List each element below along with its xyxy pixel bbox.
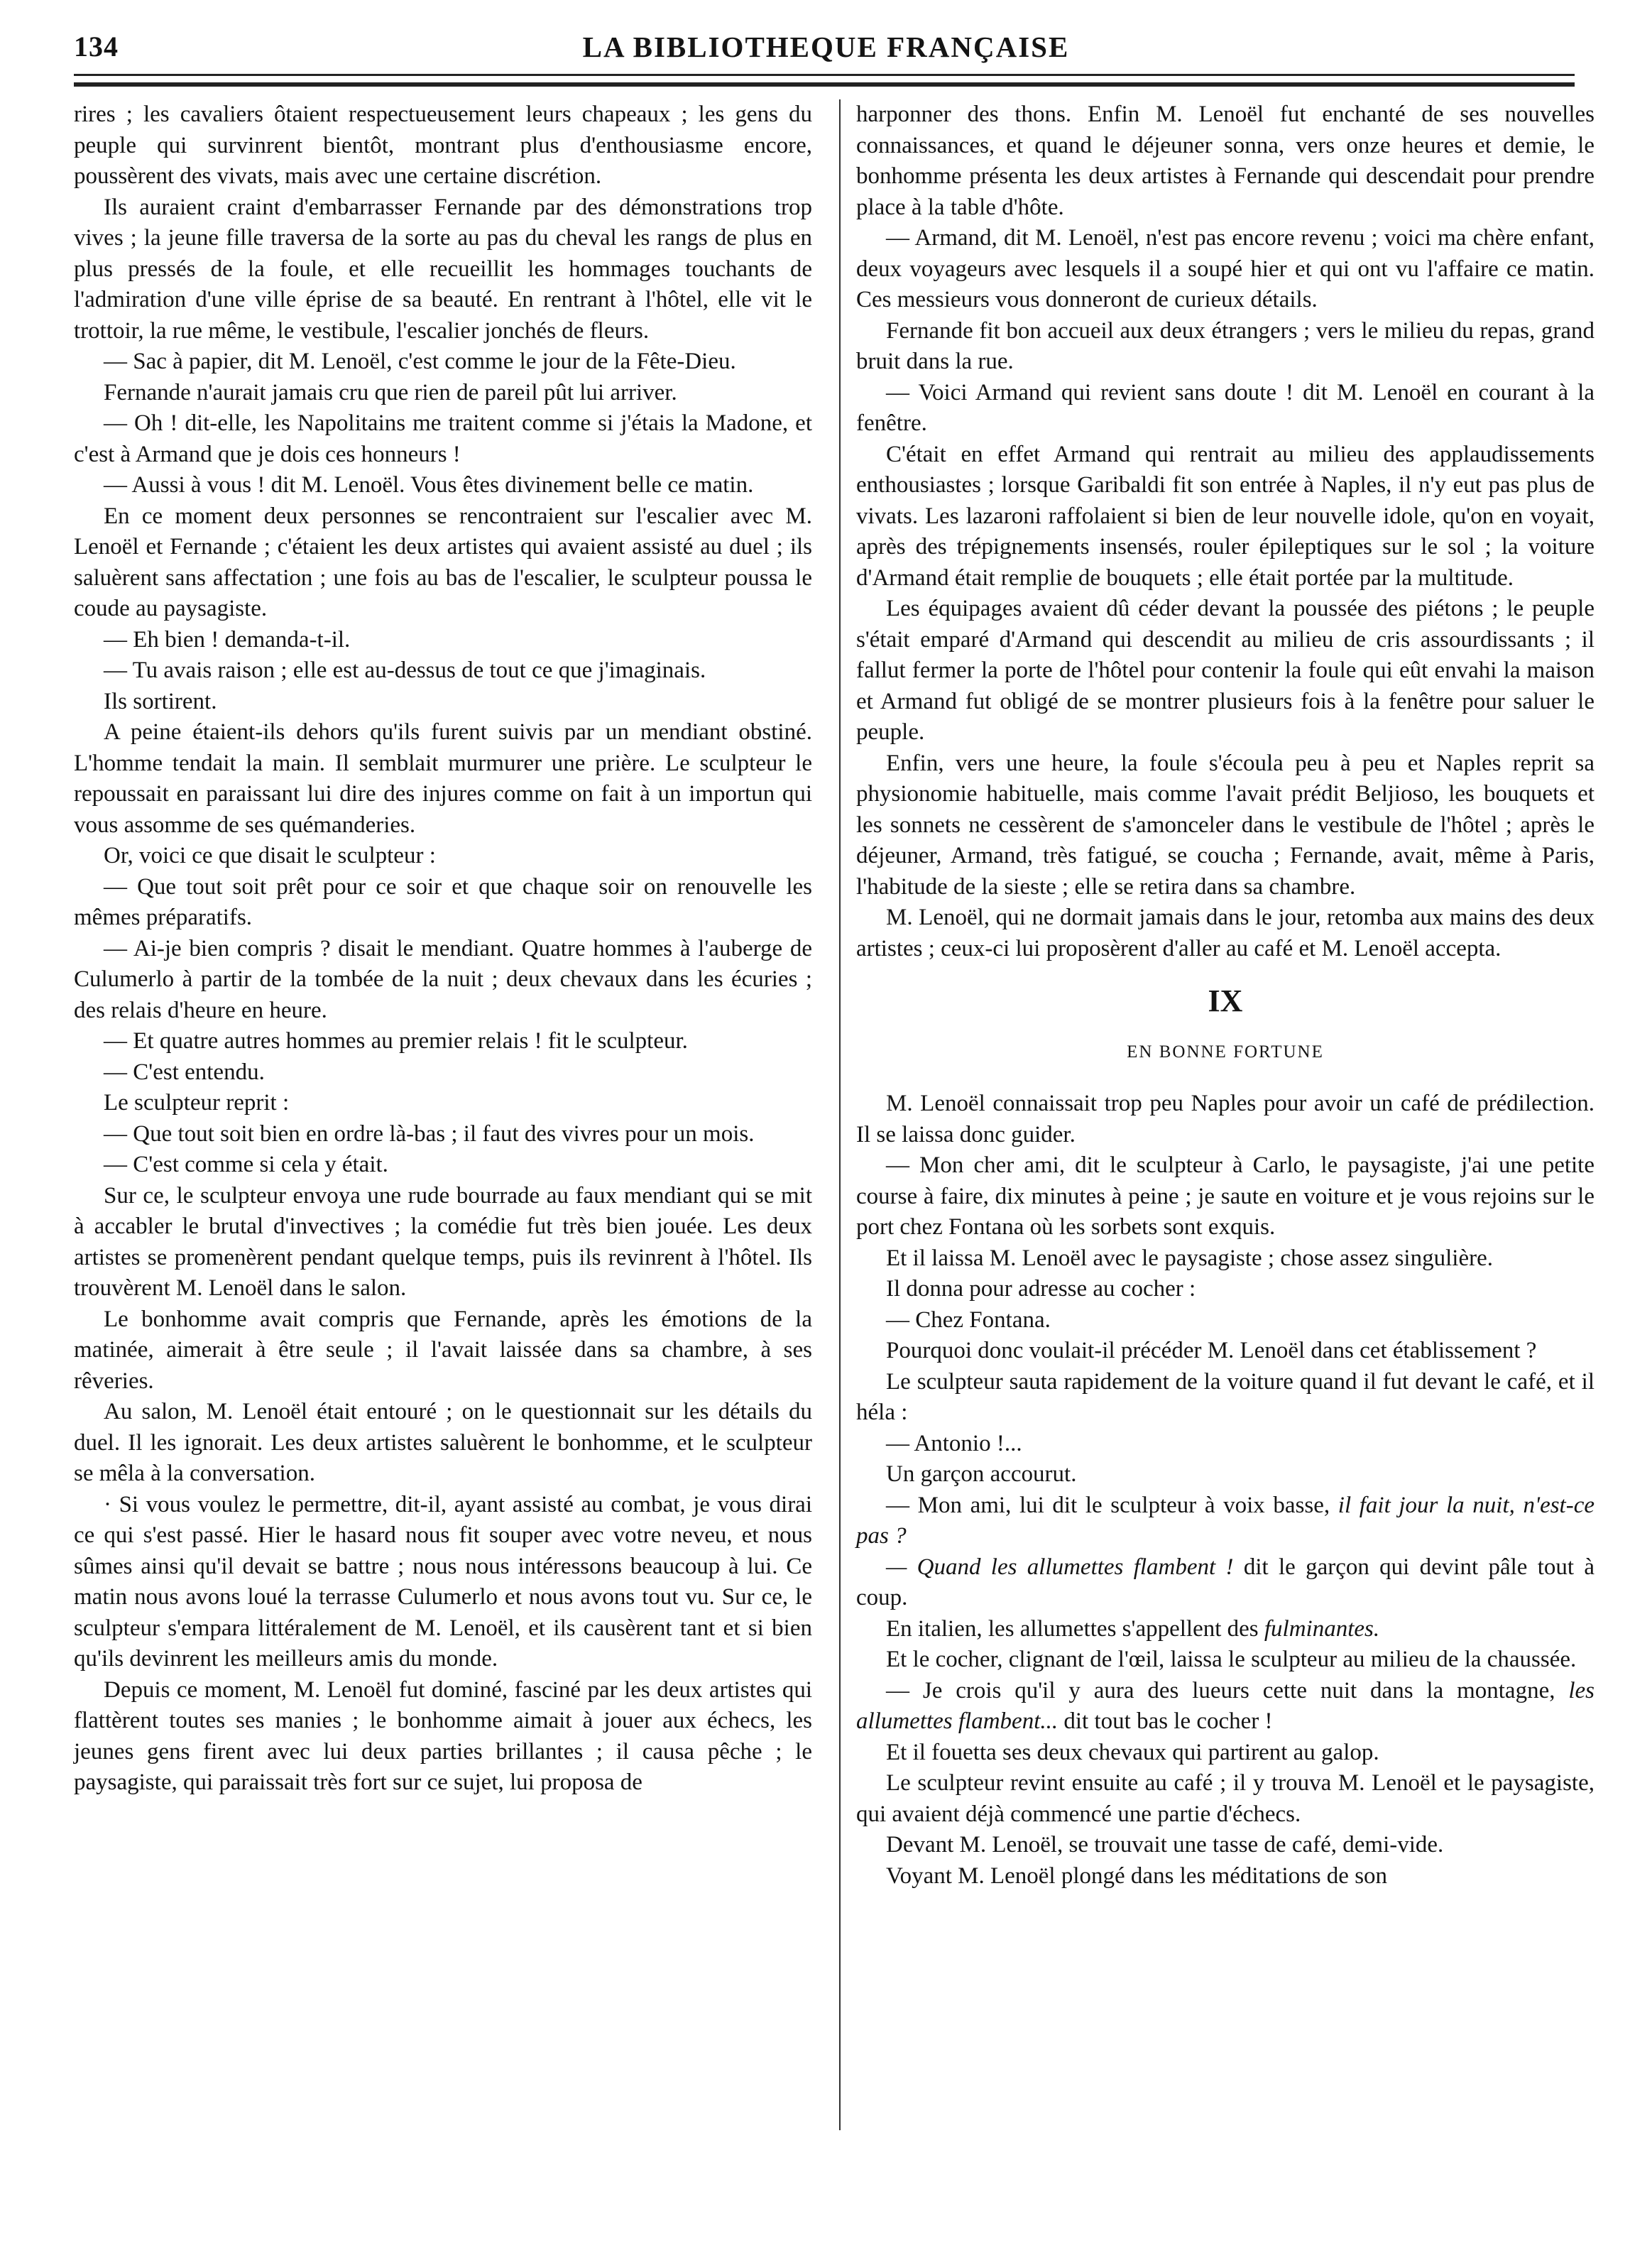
paragraph: Devant M. Lenoël, se trouvait une tasse de café, demi-vide.	[886, 1832, 1444, 1858]
paragraph: Et il laissa M. Lenoël avec le paysagiste ; chose assez singulière.	[886, 1245, 1493, 1271]
italic-run: il fait jour la nuit, n'est-ce pas ?	[856, 1492, 1595, 1549]
paragraph: · Si vous voulez le permettre, dit-il, ayant assisté au combat, je vous dirai ce qui s'est passé. Hier le hasard nous fit souper avec votre neveu, et nous sûmes ainsi qu'il devait se battre ; nous nous intéressons beaucoup à lui. Ce matin nous avons loué la terrasse Culumerlo et nous avons tout vu. Sur ce, le sculpteur s'empara littéralement de M. Lenoël, et ils causèrent tant et si bien qu'ils devinrent les meilleurs amis du monde.	[74, 1491, 812, 1672]
paragraph: — Voici Armand qui revient sans doute ! dit M. Lenoël en courant à la fenêtre.	[856, 379, 1594, 436]
column-divider	[839, 99, 841, 2130]
paragraph: — Chez Fontana.	[886, 1307, 1051, 1333]
text-run: En italien, les allumettes s'appellent des	[886, 1615, 1259, 1642]
right-column	[856, 99, 1594, 1892]
chapter-title: EN BONNE FORTUNE	[1127, 1042, 1324, 1062]
paragraph: Au salon, M. Lenoël était entouré ; on le questionnait sur les détails du duel. Il les ignorait. Les deux artistes saluèrent le bonhomme, et le sculpteur se mêla à la conversation.	[74, 1399, 812, 1486]
paragraph: — C'est comme si cela y était.	[104, 1152, 388, 1177]
paragraph: — Ai-je bien compris ? disait le mendiant. Quatre hommes à l'auberge de Culumerlo à partir de la tombée de la nuit ; deux chevaux dans les écuries ; des relais d'heure en heure.	[74, 935, 812, 1023]
paragraph: Le sculpteur reprit :	[104, 1090, 290, 1116]
paragraph-mixed	[856, 1676, 1594, 1738]
paragraph-mixed	[856, 1490, 1594, 1552]
paragraph: — Aussi à vous ! dit M. Lenoël. Vous êtes divinement belle ce matin.	[104, 472, 754, 498]
paragraph: — Antonio !...	[886, 1430, 1022, 1456]
header-rule-thin	[74, 74, 1575, 76]
page-number: 134	[74, 31, 119, 62]
left-column	[74, 99, 812, 1799]
paragraph: Et le cocher, clignant de l'œil, laissa le sculpteur au milieu de la chaussée.	[886, 1647, 1577, 1672]
italic-run: les allumettes flambent...	[856, 1677, 1595, 1734]
paragraph: M. Lenoël, qui ne dormait jamais dans le jour, retomba aux mains des deux artistes ; ceux-ci lui proposèrent d'aller au café et M. Lenoël accepta.	[856, 905, 1594, 961]
paragraph: — Oh ! dit-elle, les Napolitains me traitent comme si j'étais la Madone, et c'est à Armand que je dois ces honneurs !	[74, 410, 812, 467]
paragraph: — Sac à papier, dit M. Lenoël, c'est comme le jour de la Fête-Dieu.	[104, 349, 736, 374]
paragraph: Voyant M. Lenoël plongé dans les méditations de son	[886, 1863, 1388, 1889]
paragraph: rires ; les cavaliers ôtaient respectueusement leurs chapeaux ; les gens du peuple qui survinrent bientôt, montrant plus d'enthousiasme encore, poussèrent des vivats, mais avec une certaine discrétion.	[74, 102, 812, 189]
paragraph: — Que tout soit prêt pour ce soir et que chaque soir on renouvelle les mêmes préparatifs.	[74, 873, 812, 930]
paragraph: harponner des thons. Enfin M. Lenoël fut enchanté de ses nouvelles connaissances, et quand le déjeuner sonna, vers onze heures et demie, le bonhomme présenta les deux artistes à Fernande qui descendait pour prendre place à la table d'hôte.	[856, 102, 1594, 220]
paragraph: Et il fouetta ses deux chevaux qui partirent au galop.	[886, 1739, 1379, 1765]
paragraph: — Mon cher ami, dit le sculpteur à Carlo, le paysagiste, j'ai une petite course à faire, dix minutes à peine ; je saute en voiture et je vous rejoins sur le port chez Fontana où les sorbets sont exquis.	[856, 1152, 1594, 1240]
text-run: — Mon ami, lui dit le sculpteur à voix basse,	[886, 1492, 1330, 1518]
chapter-number: IX	[1208, 983, 1243, 1018]
italic-run: — Quand les allumettes flambent !	[886, 1554, 1234, 1580]
paragraph: Fernande n'aurait jamais cru que rien de pareil pût lui arriver.	[104, 379, 677, 405]
paragraph: Le sculpteur sauta rapidement de la voiture quand il fut devant le café, et il héla :	[856, 1368, 1594, 1425]
paragraph: Les équipages avaient dû céder devant la poussée des piétons ; le peuple s'était emparé d'Armand qui descendit au milieu de cris assourdissants ; il fallut fermer la porte de l'hôtel pour contenir la foule qui eût envahi la maison et Armand fut obligé de se montrer plusieurs fois à la fenêtre pour saluer le peuple.	[856, 596, 1594, 745]
running-title: LA BIBLIOTHEQUE FRANÇAISE	[582, 31, 1070, 63]
paragraph: En ce moment deux personnes se rencontraient sur l'escalier avec M. Lenoël et Fernande ; c'étaient les deux artistes qui avaient assisté au duel ; ils saluèrent sans affectation ; une fois au bas de l'escalier, le sculpteur poussa le coude au paysagiste.	[74, 503, 812, 621]
paragraph: Ils auraient craint d'embarrasser Fernande par des démonstrations trop vives ; la jeune fille traversa de la sorte au pas du cheval les rangs de plus en plus pressés de la foule, et elle recueillit les hommages touchants de l'admiration d'une ville éprise de sa beauté. En rentrant à l'hôtel, elle vit le trottoir, la rue même, le vestibule, l'escalier jonchés de fleurs.	[74, 194, 812, 344]
paragraph: — Eh bien ! demanda-t-il.	[104, 626, 351, 653]
paragraph: — Que tout soit bien en ordre là-bas ; il faut des vivres pour un mois.	[104, 1120, 755, 1147]
text-run: dit tout bas le cocher !	[1063, 1708, 1273, 1734]
paragraph: — Armand, dit M. Lenoël, n'est pas encore revenu ; voici ma chère enfant, deux voyageurs avec lesquels il a soupé hier et qui ont vu l'affaire ce matin. Ces messieurs vous donneront de curieux détails.	[856, 225, 1594, 312]
paragraph: Pourquoi donc voulait-il précéder M. Lenoël dans cet établissement ?	[886, 1338, 1537, 1363]
paragraph: Sur ce, le sculpteur envoya une rude bourrade au faux mendiant qui se mit à accabler le brutal d'invectives ; la comédie fut très bien jouée. Les deux artistes se promenèrent pendant quelque temps, puis ils revinrent à l'hôtel. Ils trouvèrent M. Lenoël dans le salon.	[74, 1182, 812, 1301]
paragraph: Depuis ce moment, M. Lenoël fut dominé, fasciné par les deux artistes qui flattèrent toutes ses manies ; le bonhomme aimait à jouer aux échecs, les jeunes gens firent avec lui deux parties brillantes ; il causa pêche ; le paysagiste, qui paraissait très fort sur ce sujet, lui proposa de	[74, 1676, 812, 1795]
paragraph: M. Lenoël connaissait trop peu Naples pour avoir un café de prédilection. Il se laissa donc guider.	[856, 1091, 1594, 1147]
paragraph: Il donna pour adresse au cocher :	[886, 1276, 1196, 1302]
paragraph: Le sculpteur revint ensuite au café ; il y trouva M. Lenoël et le paysagiste, qui avaient déjà commencé une partie d'échecs.	[856, 1770, 1594, 1827]
paragraph: Fernande fit bon accueil aux deux étrangers ; vers le milieu du repas, grand bruit dans la rue.	[856, 317, 1594, 374]
paragraph: Or, voici ce que disait le sculpteur :	[104, 843, 436, 868]
paragraph: — Et quatre autres hommes au premier relais ! fit le sculpteur.	[104, 1028, 688, 1054]
paragraph: — C'est entendu.	[104, 1059, 265, 1085]
text-run: dit le garçon qui devint pâle tout à coup.	[856, 1554, 1595, 1610]
italic-run: fulminantes.	[1264, 1615, 1380, 1642]
header-rule-thick	[74, 82, 1575, 87]
paragraph: Le bonhomme avait compris que Fernande, après les émotions de la matinée, aimerait à être seule ; il l'avait laissée dans sa chambre, à ses rêveries.	[74, 1306, 812, 1394]
paragraph: Enfin, vers une heure, la foule s'écoula peu à peu et Naples reprit sa physionomie habituelle, mais comme l'avait prédit Beljioso, les bouquets et les sonnets ne cessèrent de s'amonceler dans le vestibule de l'hôtel ; après le déjeuner, Armand, très fatigué, se coucha ; Fernande, avait, même à Paris, l'habitude de la sieste ; elle se retira dans sa chambre.	[856, 750, 1594, 900]
text-run: — Je crois qu'il y aura des lueurs cette nuit dans la montagne,	[886, 1677, 1555, 1703]
paragraph: — Tu avais raison ; elle est au-dessus de tout ce que j'imaginais.	[104, 658, 706, 683]
paragraph: Un garçon accourut.	[886, 1461, 1077, 1487]
paragraph-mixed	[856, 1552, 1594, 1614]
paragraph: A peine étaient-ils dehors qu'ils furent suivis par un mendiant obstiné. L'homme tendait la main. Il semblait murmurer une prière. Le sculpteur le repoussait en paraissant lui dire des injures comme on fait à un importun qui vous assomme de ses quémanderies.	[74, 719, 812, 838]
paragraph: Ils sortirent.	[104, 688, 217, 714]
paragraph: C'était en effet Armand qui rentrait au milieu des applaudissements enthousiastes ; lorsque Garibaldi fit son entrée à Naples, il n'y eut pas plus de vivats. Les lazaroni raffolaient si bien de leur nouvelle idole, qu'on en voyait, après des trépignements insensés, rouler épileptiques sur le sol ; la voiture d'Armand était remplie de bouquets ; elle était portée par la multitude.	[856, 441, 1594, 591]
paragraph-mixed	[856, 1614, 1594, 1645]
